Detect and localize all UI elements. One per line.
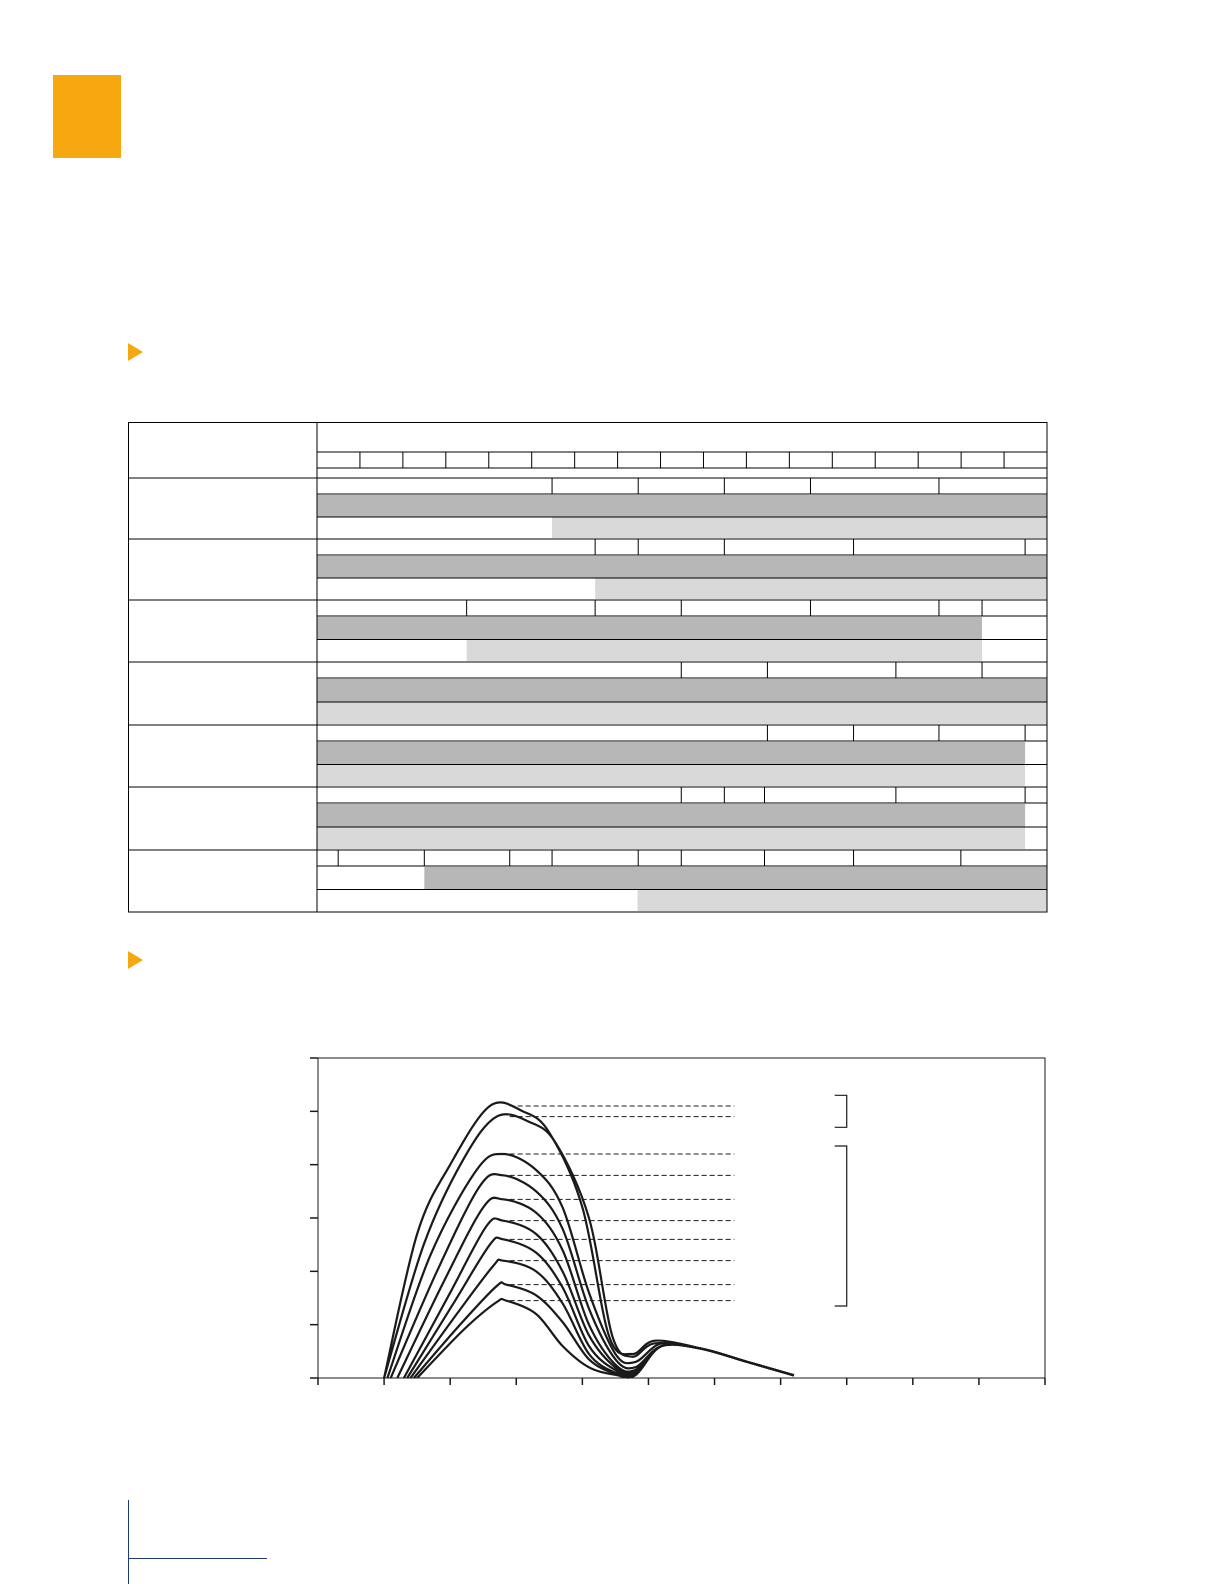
table-light-bar [467, 640, 982, 661]
line-chart-canvas [300, 1050, 1060, 1395]
table-light-bar [637, 890, 1047, 911]
table-dark-bar [317, 679, 1047, 702]
series-line [397, 1198, 794, 1378]
table-dark-bar [424, 867, 1047, 889]
chapter-tab [53, 75, 121, 158]
footer-rule-vertical [128, 1500, 129, 1584]
schedule-table-grid [128, 422, 1048, 913]
table-light-bar [595, 579, 1047, 600]
table-light-bar [317, 703, 1047, 725]
series-line [391, 1174, 794, 1378]
table-dark-bar [317, 804, 1025, 827]
schedule-table [128, 422, 1048, 913]
table-dark-bar [317, 556, 1047, 578]
table-dark-bar [317, 742, 1025, 764]
table-light-bar [552, 518, 1047, 539]
footer-rule-horizontal [128, 1558, 267, 1559]
bracket [835, 1095, 847, 1127]
line-chart [300, 1050, 1060, 1395]
section-marker-icon [128, 951, 143, 969]
table-dark-bar [317, 495, 1047, 517]
table-light-bar [317, 828, 1025, 850]
series-line [407, 1237, 794, 1378]
table-light-bar [317, 765, 1025, 786]
bracket [835, 1146, 847, 1306]
series-line [384, 1114, 794, 1378]
section-marker-icon [128, 343, 143, 361]
table-dark-bar [317, 617, 982, 639]
